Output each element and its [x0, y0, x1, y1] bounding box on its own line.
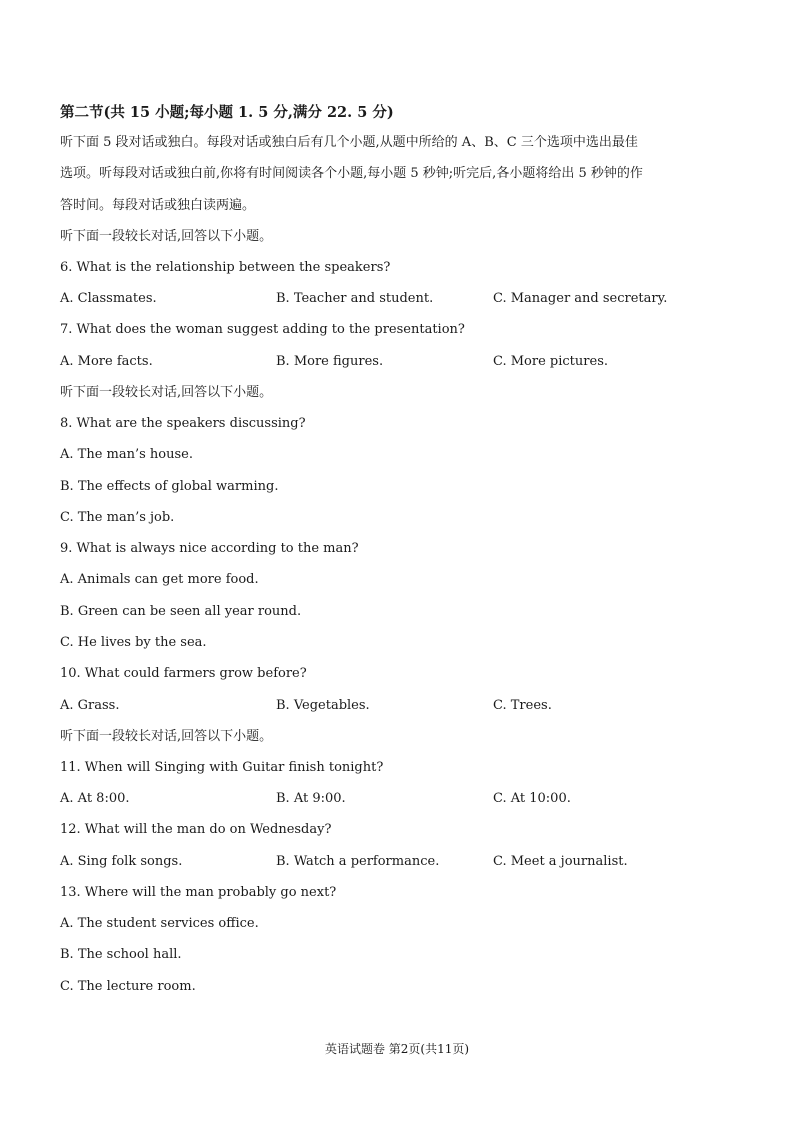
question-7-option-b: B. More figures. [276, 354, 384, 369]
page-footer: 英语试题卷 第2页(共11页) [324, 1042, 470, 1056]
question-6-option-c: C. Manager and secretary. [493, 291, 668, 306]
question-7: 7. What does the woman suggest adding to the presentation? [60, 322, 465, 337]
instruction-line: 选项。听每段对话或独白前,你将有时间阅读各个小题,每小题 5 秒钟;听完后,各小题将给出 5 秒钟的作 [60, 166, 643, 181]
question-6-option-b: B. Teacher and student. [276, 291, 434, 306]
question-9-option-a: A. Animals can get more food. [60, 572, 259, 587]
question-11-option-c: C. At 10:00. [493, 791, 571, 806]
question-13-option-c: C. The lecture room. [60, 979, 196, 994]
question-13-option-b: B. The school hall. [60, 947, 182, 962]
question-13-option-a: A. The student services office. [60, 916, 259, 931]
question-12-option-b: B. Watch a performance. [276, 854, 440, 869]
question-7-option-a: A. More facts. [60, 354, 153, 369]
question-12-option-c: C. Meet a journalist. [493, 854, 628, 869]
question-8-option-a: A. The man’s house. [60, 447, 193, 462]
question-9-option-c: C. He lives by the sea. [60, 635, 207, 650]
question-6: 6. What is the relationship between the speakers? [60, 260, 391, 275]
question-10-option-c: C. Trees. [493, 698, 552, 713]
question-8: 8. What are the speakers discussing? [60, 416, 306, 431]
question-7-option-c: C. More pictures. [493, 354, 608, 369]
question-12-option-a: A. Sing folk songs. [60, 854, 183, 869]
question-10: 10. What could farmers grow before? [60, 666, 307, 681]
instruction-line: 听下面 5 段对话或独白。每段对话或独白后有几个小题,从题中所给的 A、B、C 三个选项中选出最佳 [60, 135, 638, 150]
dialogue-prompt: 听下面一段较长对话,回答以下小题。 [60, 385, 273, 400]
question-10-option-b: B. Vegetables. [276, 698, 370, 713]
section-title: 第二节(共 15 小题;每小题 1. 5 分,满分 22. 5 分) [60, 104, 394, 121]
question-11-option-b: B. At 9:00. [276, 791, 346, 806]
dialogue-prompt: 听下面一段较长对话,回答以下小题。 [60, 729, 273, 744]
question-9: 9. What is always nice according to the man? [60, 541, 359, 556]
question-6-option-a: A. Classmates. [60, 291, 157, 306]
question-8-option-b: B. The effects of global warming. [60, 479, 279, 494]
question-13: 13. Where will the man probably go next? [60, 885, 337, 900]
question-11-option-a: A. At 8:00. [60, 791, 130, 806]
question-8-option-c: C. The man’s job. [60, 510, 175, 525]
dialogue-prompt: 听下面一段较长对话,回答以下小题。 [60, 229, 273, 244]
instruction-line: 答时间。每段对话或独白读两遍。 [60, 198, 256, 213]
question-11: 11. When will Singing with Guitar finish tonight? [60, 760, 384, 775]
question-10-option-a: A. Grass. [60, 698, 120, 713]
question-9-option-b: B. Green can be seen all year round. [60, 604, 302, 619]
question-12: 12. What will the man do on Wednesday? [60, 822, 332, 837]
